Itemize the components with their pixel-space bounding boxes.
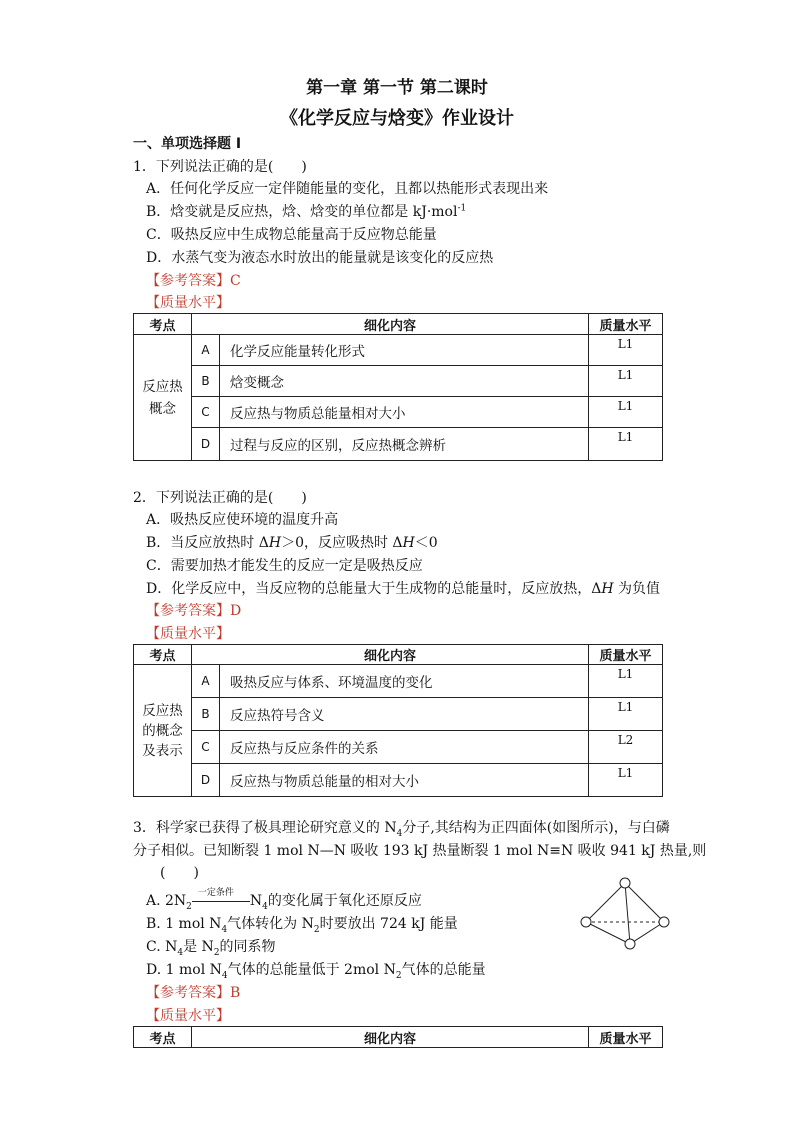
table-row-level: L1 xyxy=(589,397,663,428)
table-row-letter: B xyxy=(192,366,220,397)
q2-option-a: A．吸热反应使环境的温度升高 xyxy=(146,512,339,528)
q3-option-d: D. 1 mol $N_4$气体的总能量低于 2mol $N_2$气体的总能量 xyxy=(146,962,486,981)
q2-answer: 【参考答案】D xyxy=(146,603,242,619)
header-point: 考点 xyxy=(134,314,192,335)
header-detail: 细化内容 xyxy=(192,1027,589,1048)
q3-option-a: A. $2N_2$ 一定条件 $N_4$的变化属于氧化还原反应 xyxy=(146,890,422,912)
tetrahedron-figure xyxy=(578,875,673,955)
header-level: 质量水平 xyxy=(589,314,663,335)
q2-option-c: C．需要加热才能发生的反应一定是吸热反应 xyxy=(146,558,423,574)
table-row-content: 化学反应能量转化形式 xyxy=(220,335,589,366)
edge xyxy=(625,883,630,944)
q3-quality-label: 【质量水平】 xyxy=(146,1008,230,1024)
atom-node xyxy=(581,917,591,927)
table-row-level: L1 xyxy=(589,428,663,461)
table-row-letter: C xyxy=(192,731,220,764)
edge xyxy=(630,922,664,944)
q1-option-a: A．任何化学反应一定伴随能量的变化，且都以热能形式表现出来 xyxy=(146,181,549,197)
q2-stem: 2．下列说法正确的是( ) xyxy=(133,490,307,506)
atom-node xyxy=(659,917,669,927)
q3-quality-table xyxy=(133,1026,663,1048)
edge xyxy=(625,883,664,922)
table-row-content: 过程与反应的区别，反应热概念辨析 xyxy=(220,428,589,461)
edge xyxy=(586,883,625,922)
q2-option-d: D．化学反应中，当反应物的总能量大于生成物的总能量时，反应放热，ΔH 为负值 xyxy=(146,581,661,597)
table-row-content: 反应热与物质总能量的相对大小 xyxy=(220,764,589,797)
header-detail: 细化内容 xyxy=(192,645,589,665)
header-point: 考点 xyxy=(134,645,192,665)
atom-node xyxy=(625,939,635,949)
q1-quality-table xyxy=(133,313,663,461)
table-row-content: 反应热与物质总能量相对大小 xyxy=(220,397,589,428)
q3-stem-line3: ( ) xyxy=(160,865,199,881)
reaction-condition: 一定条件 xyxy=(197,888,234,898)
q1-point-cell: 反应热 概念 xyxy=(134,335,192,461)
table-row-letter: D xyxy=(192,428,220,461)
page-title: 第一章 第一节 第二课时 xyxy=(306,78,488,98)
q3-stem-line2: 分子相似。已知断裂 1 mol N—N 吸收 193 kJ 热量断裂 1 mol N≡N 吸收 941 kJ 热量,则 xyxy=(133,843,707,859)
q2-quality-table xyxy=(133,644,663,797)
header-level: 质量水平 xyxy=(589,645,663,665)
header-level: 质量水平 xyxy=(589,1027,663,1048)
q3-option-c: C. $N_4$是 $N_2$的同系物 xyxy=(146,939,276,958)
q1-option-b: B．焓变就是反应热，焓、焓变的单位都是 kJ·mol$^{-1}$ xyxy=(146,203,467,220)
table-row-letter: A xyxy=(192,665,220,698)
q1-answer: 【参考答案】C xyxy=(146,273,241,289)
q2-option-b: B．当反应放热时 ΔH＞0，反应吸热时 ΔH＜0 xyxy=(146,535,438,551)
reaction-arrow-line xyxy=(192,901,250,902)
table-row-level: L1 xyxy=(589,335,663,366)
table-row-content: 反应热符号含义 xyxy=(220,698,589,731)
table-row-content: 反应热与反应条件的关系 xyxy=(220,731,589,764)
page-subtitle: 《化学反应与焓变》作业设计 xyxy=(280,108,514,129)
q3-option-b: B. 1 mol $N_4$气体转化为 $N_2$时要放出 724 kJ 能量 xyxy=(146,916,458,935)
table-row-level: L2 xyxy=(589,731,663,764)
q1-quality-label: 【质量水平】 xyxy=(146,295,230,311)
section-heading: 一、单项选择题 I xyxy=(133,136,242,152)
header-point: 考点 xyxy=(134,1027,192,1048)
table-row-letter: D xyxy=(192,764,220,797)
q3-answer: 【参考答案】B xyxy=(146,985,241,1001)
table-row-level: L1 xyxy=(589,764,663,797)
q1-stem: 1．下列说法正确的是( ) xyxy=(133,159,307,175)
table-row-level: L1 xyxy=(589,698,663,731)
q2-point-cell: 反应热 的概念 及表示 xyxy=(134,665,192,797)
table-row-content: 吸热反应与体系、环境温度的变化 xyxy=(220,665,589,698)
table-row-content: 焓变概念 xyxy=(220,366,589,397)
table-row-letter: B xyxy=(192,698,220,731)
table-row-level: L1 xyxy=(589,665,663,698)
q2-quality-label: 【质量水平】 xyxy=(146,626,230,642)
edge xyxy=(586,922,630,944)
atom-node xyxy=(620,878,630,888)
q3-stem-line1: 3．科学家已获得了极具理论研究意义的 $N_4$分子,其结构为正四面体(如图所示)，与白磷 xyxy=(133,820,670,839)
q1-option-d: D．水蒸气变为液态水时放出的能量就是该变化的反应热 xyxy=(146,250,494,266)
table-row-level: L1 xyxy=(589,366,663,397)
table-row-letter: C xyxy=(192,397,220,428)
header-detail: 细化内容 xyxy=(192,314,589,335)
table-row-letter: A xyxy=(192,335,220,366)
q1-option-c: C．吸热反应中生成物总能量高于反应物总能量 xyxy=(146,227,437,243)
